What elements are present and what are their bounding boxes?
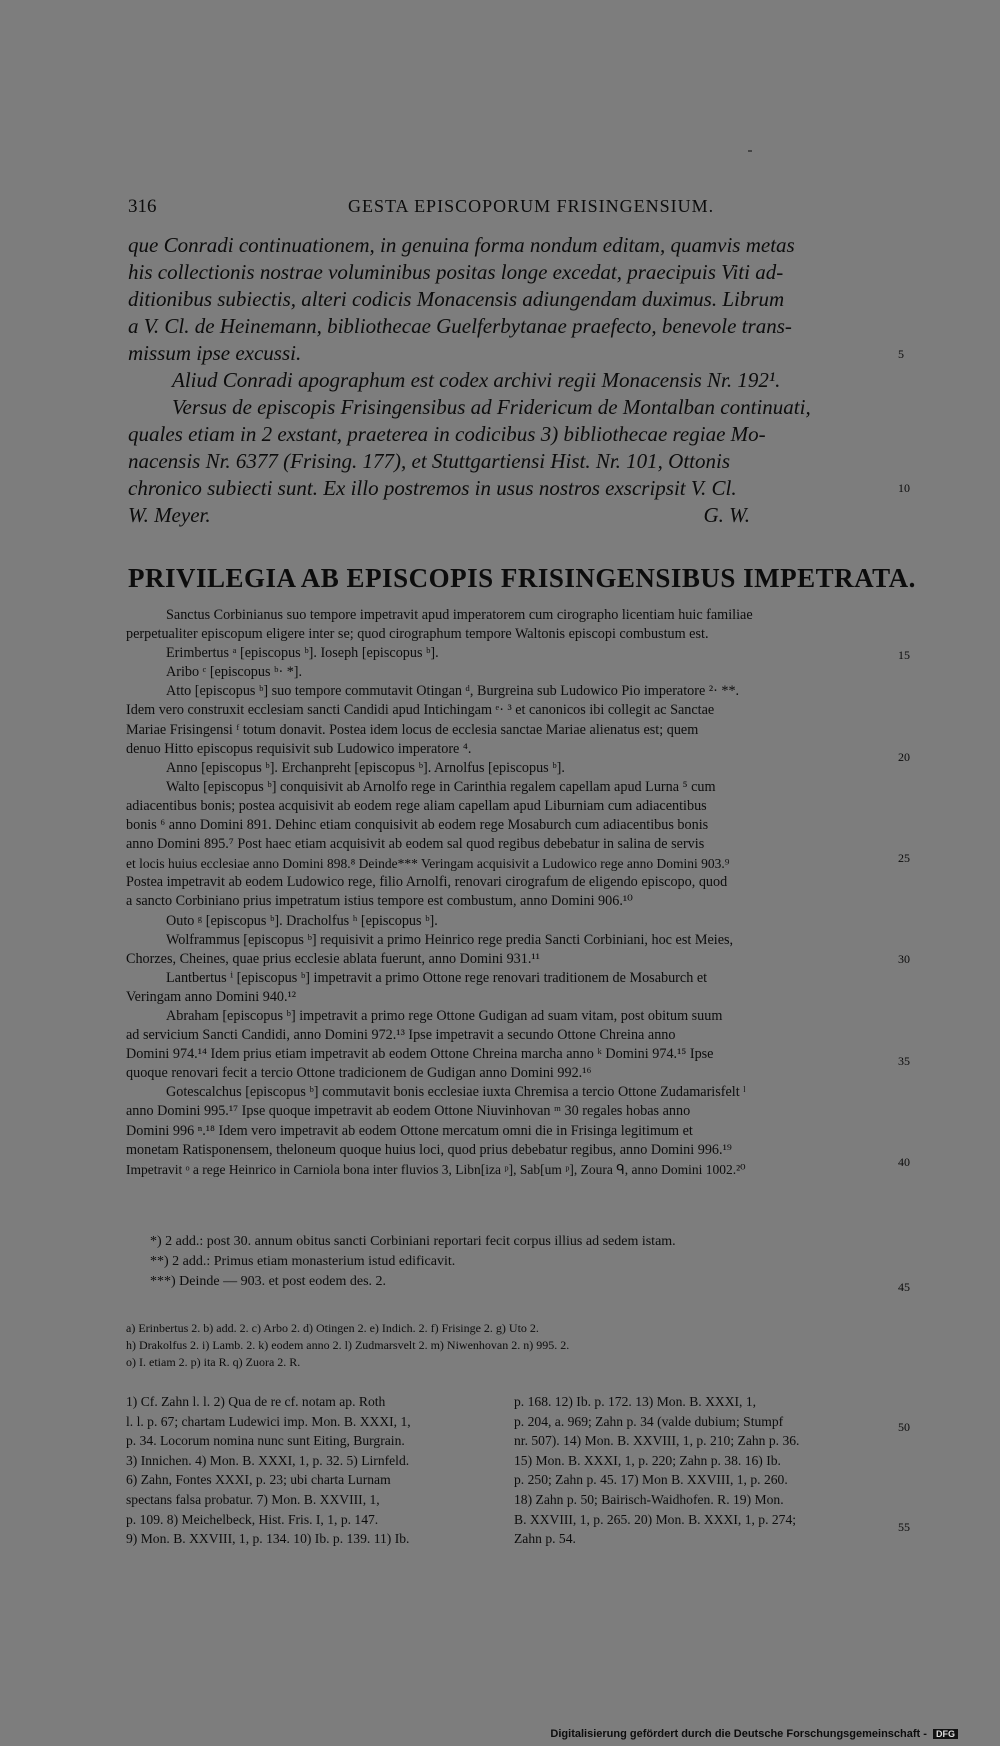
body-line: Walto [episcopus ᵇ] conquisivit ab Arnolfo rege in Carinthia regalem capellam apud Lurna ⁵ cum bbox=[166, 778, 716, 795]
body-line: Impetravit ᵒ a rege Heinrico in Carniola bona inter fluvios 3, Libn[iza ᵖ], Sab[um ᵖ], Zoura ᑫ, anno Domini 1002.²⁰ bbox=[126, 1161, 746, 1177]
star-note: *) 2 add.: post 30. annum obitus sancti Corbiniani reportari fecit corpus illius ad sedem istam. bbox=[150, 1234, 676, 1249]
funding-text: Digitalisierung gefördert durch die Deutsche Forschungsgemeinschaft - bbox=[550, 1728, 927, 1740]
margin-number: 55 bbox=[898, 1520, 910, 1534]
funding-footer bbox=[550, 1728, 958, 1740]
editor-signature: G. W. bbox=[703, 503, 750, 527]
intro-line: Versus de episcopis Frisingensibus ad Fridericum de Montalban continuati, bbox=[172, 395, 811, 419]
body-line: anno Domini 995.¹⁷ Ipse quoque impetravit ab eodem Ottone Niuvinhovan ᵐ 30 regales hobas anno bbox=[126, 1103, 691, 1120]
body-line: Domini 974.¹⁴ Idem prius etiam impetravit ab eodem Ottone Chreina marcha anno ᵏ Domini 974.¹⁵ Ipse bbox=[126, 1046, 714, 1063]
footnote-line: p. 168. 12) Ib. p. 172. 13) Mon. B. XXXI, 1, bbox=[514, 1394, 757, 1409]
scan-mark bbox=[748, 150, 752, 152]
footnotes-left-column bbox=[126, 1392, 496, 1549]
body-line: et locis huius ecclesiae anno Domini 898.⁸ Deinde*** Veringam acquisivit a Ludowico rege anno Domini 903.⁹ bbox=[126, 856, 730, 872]
body-line: bonis ⁶ anno Domini 891. Dehinc etiam conquisivit ab eodem rege Mosaburch cum adiacentibus bonis bbox=[126, 817, 709, 834]
footnote-line: p. 204, a. 969; Zahn p. 34 (valde dubium; Stumpf bbox=[514, 1413, 784, 1429]
star-note: ***) Deinde — 903. et post eodem des. 2. bbox=[150, 1274, 387, 1289]
margin-number: 10 bbox=[898, 481, 910, 495]
privilegia-text bbox=[126, 606, 906, 1179]
footnote-line: 6) Zahn, Fontes XXXI, p. 23; ubi charta Lurnam bbox=[126, 1472, 391, 1488]
margin-number: 20 bbox=[898, 750, 910, 764]
body-line: Outo ᵍ [episcopus ᵇ]. Dracholfus ʰ [episcopus ᵇ]. bbox=[166, 912, 438, 929]
intro-line: his collectionis nostrae voluminibus positas longe excedat, praecipuis Viti ad- bbox=[128, 260, 784, 284]
body-line: Veringam anno Domini 940.¹² bbox=[126, 988, 297, 1005]
intro-line: missum ipse excussi. bbox=[128, 341, 302, 365]
intro-text bbox=[128, 232, 900, 529]
body-line: Chorzes, Cheines, quae prius ecclesie ablata fuerunt, anno Domini 931.¹¹ bbox=[126, 950, 540, 967]
intro-line: nacensis Nr. 6377 (Frising. 177), et Stuttgartiensi Hist. Nr. 101, Ottonis bbox=[128, 449, 731, 473]
body-line: Abraham [episcopus ᵇ] impetravit a primo rege Ottone Gudigan ad suam vitam, post obitum suum bbox=[166, 1007, 723, 1024]
dfg-logo: DFG bbox=[933, 1729, 958, 1739]
margin-number: 40 bbox=[898, 1155, 910, 1169]
margin-number: 25 bbox=[898, 851, 910, 865]
section-title: PRIVILEGIA AB EPISCOPIS FRISINGENSIBUS IMPETRATA. bbox=[128, 563, 916, 593]
footnote-line: p. 109. 8) Meichelbeck, Hist. Fris. I, 1, p. 147. bbox=[126, 1511, 379, 1527]
margin-number: 15 bbox=[898, 648, 910, 662]
body-line: Gotescalchus [episcopus ᵇ] commutavit bonis ecclesiae iuxta Chremisa a tercio Ottone Zudamarisfelt ˡ bbox=[166, 1084, 746, 1101]
footnote-line: 1) Cf. Zahn l. l. 2) Qua de re cf. notam ap. Roth bbox=[126, 1394, 386, 1409]
body-line: Mariae Frisingensi ᶠ totum donavit. Postea idem locus de ecclesia sanctae Mariae alienatus est; quem bbox=[126, 721, 699, 738]
running-title: GESTA EPISCOPORUM FRISINGENSIUM. bbox=[348, 196, 715, 216]
intro-line: Aliud Conradi apographum est codex archivi regii Monacensis Nr. 192¹. bbox=[172, 368, 781, 392]
footnote-line: p. 250; Zahn p. 45. 17) Mon B. XXVIII, 1, p. 260. bbox=[514, 1472, 788, 1488]
body-line: denuo Hitto episcopus requisivit sub Ludowico imperatore ⁴. bbox=[126, 740, 472, 757]
body-line: ad servicium Sancti Candidi, anno Domini 972.¹³ Ipse impetravit a secundo Ottone Chreina anno bbox=[126, 1027, 676, 1044]
body-line: perpetualiter episcopum eligere inter se; quod cirographum tempore Waltonis episcopi combustum est. bbox=[126, 626, 709, 643]
footnote-line: p. 34. Locorum nomina nunc sunt Eiting, Burgrain. bbox=[126, 1433, 405, 1449]
variant-apparatus bbox=[126, 1320, 906, 1371]
body-line: Sanctus Corbinianus suo tempore impetravit apud imperatorem cum cirographo licentiam huic familiae bbox=[166, 607, 753, 623]
footnote-line: 18) Zahn p. 50; Bairisch-Waidhofen. R. 19) Mon. bbox=[514, 1491, 784, 1507]
footnote-line: 3) Innichen. 4) Mon. B. XXXI, 1, p. 32. 5) Lirnfeld. bbox=[126, 1452, 410, 1468]
body-line: Erimbertus ᵃ [episcopus ᵇ]. Ioseph [episcopus ᵇ]. bbox=[166, 645, 439, 662]
body-line: quoque renovari fecit a tercio Ottone tradicionem de Gudigan anno Domini 992.¹⁶ bbox=[126, 1065, 592, 1082]
body-line: Domini 996 ⁿ.¹⁸ Idem vero impetravit ab eodem Ottone mercatum omni die in Frisinga legitimum et bbox=[126, 1122, 693, 1139]
footnote-line: 15) Mon. B. XXXI, 1, p. 220; Zahn p. 38. 16) Ib. bbox=[514, 1452, 781, 1468]
footnotes-right-column bbox=[514, 1392, 914, 1549]
margin-number: 5 bbox=[898, 347, 904, 361]
body-line: Wolframmus [episcopus ᵇ] requisivit a primo Heinrico rege predia Sancti Corbiniani, hoc est Meies, bbox=[166, 931, 734, 948]
star-notes bbox=[150, 1232, 890, 1292]
body-line: Postea impetravit ab eodem Ludowico rege, filio Arnolfi, renovari cirografum de eligendo episcopo, quod bbox=[126, 874, 728, 891]
variant-line: o) I. etiam 2. p) ita R. q) Zuora 2. R. bbox=[126, 1355, 301, 1369]
body-line: anno Domini 895.⁷ Post haec etiam acquisivit ab eodem sal quod regibus debebatur in salina de servis bbox=[126, 836, 705, 853]
body-line: Idem vero construxit ecclesiam sancti Candidi apud Intichingam ᵉ· ³ et canonicos ibi collegit ac Sanctae bbox=[126, 702, 715, 719]
intro-line: que Conradi continuationem, in genuina forma nondum editam, quamvis metas bbox=[128, 233, 795, 257]
body-line: Anno [episcopus ᵇ]. Erchanpreht [episcopus ᵇ]. Arnolfus [episcopus ᵇ]. bbox=[166, 759, 565, 776]
body-line: Aribo ᶜ [episcopus ᵇ· *]. bbox=[166, 664, 303, 681]
intro-line: a V. Cl. de Heinemann, bibliothecae Guelferbytanae praefecto, benevole trans- bbox=[128, 314, 792, 338]
footnote-line: B. XXVIII, 1, p. 265. 20) Mon. B. XXXI, 1, p. 274; bbox=[514, 1511, 797, 1527]
page-number: 316 bbox=[128, 196, 157, 217]
intro-line: ditionibus subiectis, alteri codicis Monacensis adiungendam duximus. Librum bbox=[128, 287, 785, 311]
margin-number: 30 bbox=[898, 952, 910, 966]
variant-line: h) Drakolfus 2. i) Lamb. 2. k) eodem anno 2. l) Zudmarsvelt 2. m) Niwenhovan 2. n) 995. 2. bbox=[126, 1338, 570, 1352]
intro-line: chronico subiecti sunt. Ex illo postremos in usus nostros exscripsit V. Cl. bbox=[128, 476, 737, 500]
body-line: adiacentibus bonis; postea acquisivit ab eodem rege aliam capellam apud Liburniam cum adiacentibus bbox=[126, 797, 707, 814]
margin-number: 45 bbox=[898, 1280, 910, 1294]
body-line: a sancto Corbiniano prius impetratum istius tempore est combustum, anno Domini 906.¹⁰ bbox=[126, 893, 633, 910]
variant-line: a) Erinbertus 2. b) add. 2. c) Arbo 2. d) Otingen 2. e) Indich. 2. f) Frisinge 2. g) Uto 2. bbox=[126, 1321, 539, 1335]
footnote-line: 9) Mon. B. XXVIII, 1, p. 134. 10) Ib. p. 139. 11) Ib. bbox=[126, 1531, 410, 1547]
footnote-line: l. l. p. 67; chartam Ludewici imp. Mon. B. XXXI, 1, bbox=[126, 1413, 411, 1429]
intro-line: W. Meyer. bbox=[128, 503, 211, 527]
margin-number: 50 bbox=[898, 1420, 910, 1434]
body-line: monetam Ratisponensem, theloneum quoque huius loci, quod prius debebatur regibus, anno Domini 996.¹⁹ bbox=[126, 1141, 732, 1158]
body-line: Atto [episcopus ᵇ] suo tempore commutavit Otingan ᵈ, Burgreina sub Ludowico Pio imperatore ²· **. bbox=[166, 683, 740, 700]
intro-last-line bbox=[128, 502, 900, 529]
intro-line: quales etiam in 2 exstant, praeterea in codicibus 3) bibliothecae regiae Mo- bbox=[128, 422, 766, 446]
star-note: **) 2 add.: Primus etiam monasterium istud edificavit. bbox=[150, 1254, 456, 1269]
footnote-line: nr. 507). 14) Mon. B. XXVIII, 1, p. 210; Zahn p. 36. bbox=[514, 1433, 800, 1449]
footnote-line: spectans falsa probatur. 7) Mon. B. XXVIII, 1, bbox=[126, 1491, 380, 1507]
margin-number: 35 bbox=[898, 1054, 910, 1068]
footnote-line: Zahn p. 54. bbox=[514, 1531, 576, 1547]
body-line: Lantbertus ⁱ [episcopus ᵇ] impetravit a primo Ottone rege renovari traditionem de Mosaburch et bbox=[166, 969, 708, 986]
running-header bbox=[128, 196, 900, 222]
